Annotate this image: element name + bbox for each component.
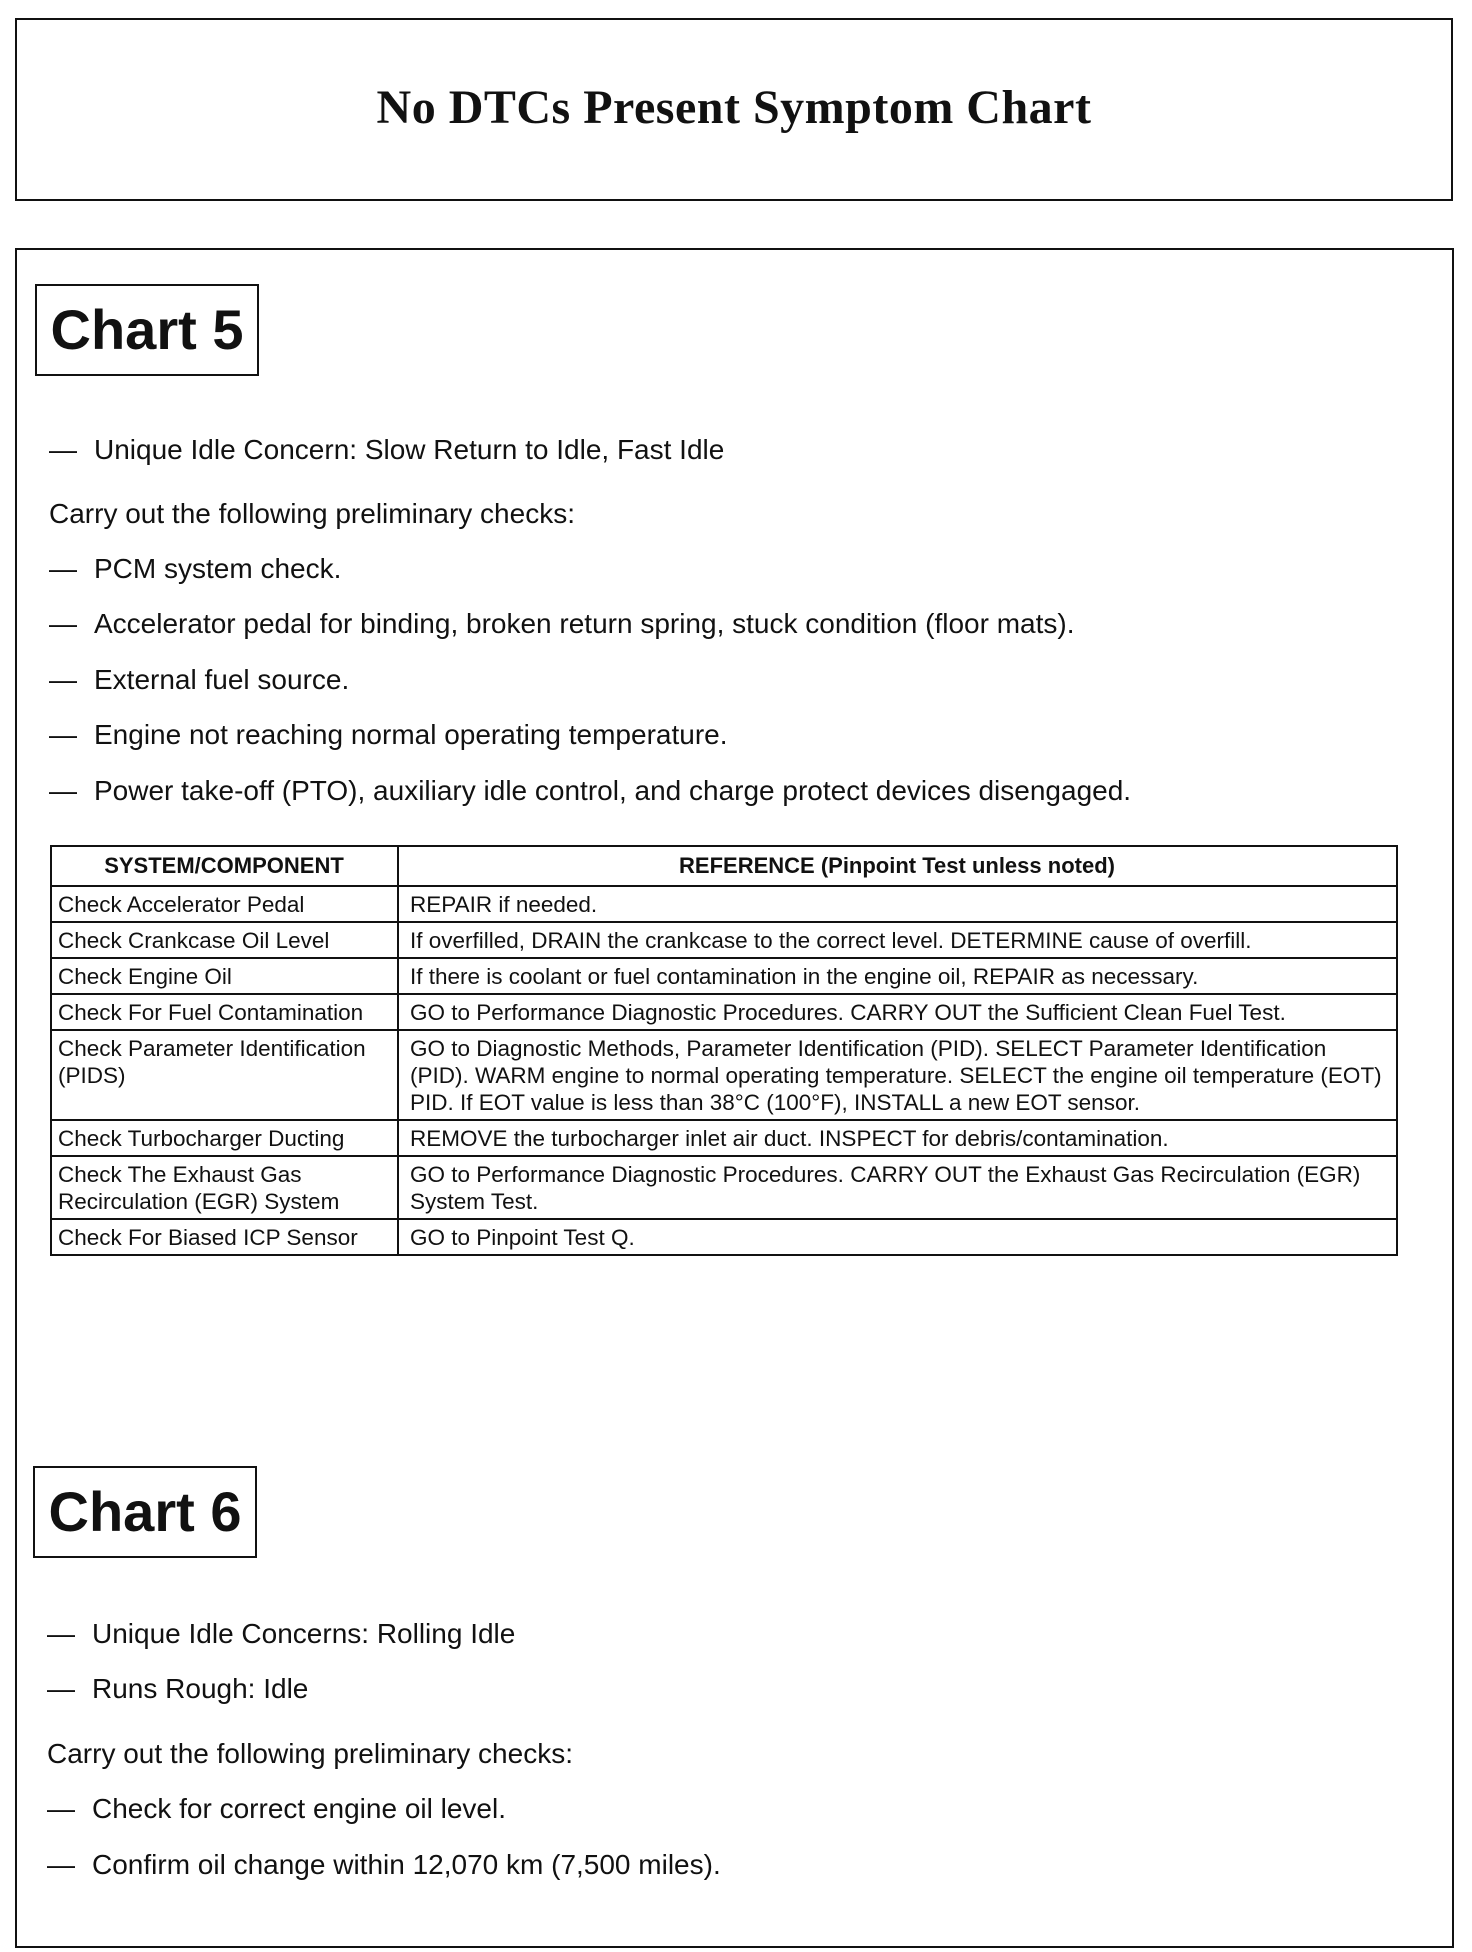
component-cell: Check Engine Oil [51,958,398,994]
page-title: No DTCs Present Symptom Chart [376,81,1092,134]
reference-cell: GO to Performance Diagnostic Procedures. CARRY OUT the Sufficient Clean Fuel Test. [398,994,1397,1030]
component-cell: Check Crankcase Oil Level [51,922,398,958]
dash: — [47,1849,75,1880]
concern-text: Runs Rough: Idle [92,1673,309,1704]
component-cell: Check Accelerator Pedal [51,886,398,922]
chart-5-check-item [49,610,1074,638]
dash: — [49,434,77,465]
component-cell: Check For Biased ICP Sensor [51,1219,398,1255]
reference-table [50,845,1398,1256]
chart-6-intro: Carry out the following preliminary checks: [47,1738,573,1769]
table-row [51,958,1397,994]
table-row [51,1156,1397,1219]
dash: — [49,553,77,584]
table-header-row [51,846,1397,886]
reference-cell: If there is coolant or fuel contamination in the engine oil, REPAIR as necessary. [398,958,1397,994]
dash: — [47,1673,75,1704]
reference-cell: GO to Pinpoint Test Q. [398,1219,1397,1255]
dash: — [49,608,77,639]
reference-cell: If overfilled, DRAIN the crankcase to the correct level. DETERMINE cause of overfill. [398,922,1397,958]
component-cell: Check For Fuel Contamination [51,994,398,1030]
chart-6-concern [47,1620,515,1648]
content-box [15,248,1454,1948]
check-text: PCM system check. [94,553,342,584]
chart-6-label: Chart 6 [33,1466,257,1558]
component-cell: Check Parameter Identification (PIDS) [51,1030,398,1120]
check-text: Confirm oil change within 12,070 km (7,500 miles). [92,1849,721,1880]
check-text: Accelerator pedal for binding, broken return spring, stuck condition (floor mats). [94,608,1075,639]
dash: — [47,1793,75,1824]
reference-cell: REPAIR if needed. [398,886,1397,922]
table-row [51,1030,1397,1120]
check-text: Engine not reaching normal operating temperature. [94,719,728,750]
title-box [15,18,1453,201]
chart-5-check-item [49,721,728,749]
concern-text: Unique Idle Concern: Slow Return to Idle, Fast Idle [94,434,725,465]
check-text: Check for correct engine oil level. [92,1793,506,1824]
chart-6-concern [47,1675,308,1703]
dash: — [47,1618,75,1649]
component-cell: Check Turbocharger Ducting [51,1120,398,1156]
table-row [51,994,1397,1030]
check-text: External fuel source. [94,664,350,695]
chart-6-check-item [47,1795,506,1823]
dash: — [49,775,77,806]
table-row [51,886,1397,922]
dash: — [49,664,77,695]
column-header-component: SYSTEM/COMPONENT [51,846,398,886]
table-row [51,922,1397,958]
chart-5-label: Chart 5 [35,284,259,376]
chart-6-check-item [47,1851,721,1879]
chart-5-check-item [49,666,349,694]
chart-5-concern [49,436,724,464]
table-row [51,1219,1397,1255]
check-text: Power take-off (PTO), auxiliary idle control, and charge protect devices disengaged. [94,775,1132,806]
component-cell: Check The Exhaust Gas Recirculation (EGR) System [51,1156,398,1219]
chart-5-check-item [49,555,341,583]
reference-cell: GO to Performance Diagnostic Procedures. CARRY OUT the Exhaust Gas Recirculation (EGR) System Test. [398,1156,1397,1219]
dash: — [49,719,77,750]
table-row [51,1120,1397,1156]
reference-cell: GO to Diagnostic Methods, Parameter Identification (PID). SELECT Parameter Identification (PID). WARM engine to normal operating temperature. SELECT the engine oil temperature (EOT) PID. If EOT value is less than 38°C (100°F), INSTALL a new EOT sensor. [398,1030,1397,1120]
column-header-reference: REFERENCE (Pinpoint Test unless noted) [398,846,1397,886]
chart-5-check-item [49,777,1131,805]
concern-text: Unique Idle Concerns: Rolling Idle [92,1618,516,1649]
chart-5-intro: Carry out the following preliminary checks: [49,498,575,529]
reference-cell: REMOVE the turbocharger inlet air duct. INSPECT for debris/contamination. [398,1120,1397,1156]
